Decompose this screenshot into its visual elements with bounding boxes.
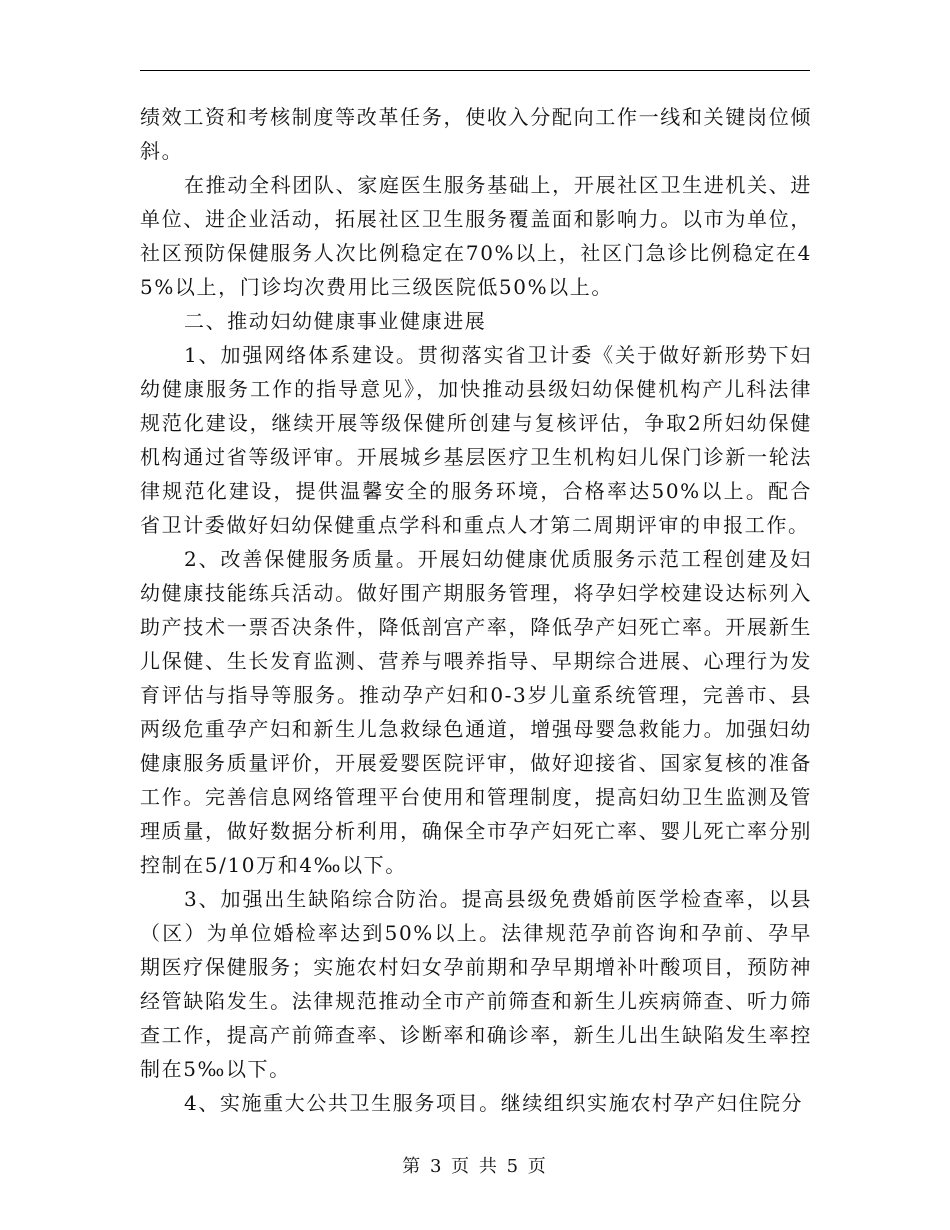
document-body: [140, 100, 812, 1120]
page-footer: 第 3 页 共 5 页: [402, 1156, 548, 1177]
paragraph-community-health: 在推动全科团队、家庭医生服务基础上，开展社区卫生进机关、进单位、进企业活动，拓展社区卫生服务覆盖面和影响力。以市为单位，社区预防保健服务人次比例稳定在70%以上，社区门急诊比例稳定在45%以上，门诊均次费用比三级医院低50%以上。: [140, 173, 812, 299]
section-heading: 二、推动妇幼健康事业健康进展: [184, 309, 487, 333]
paragraph-network-system: 1、加强网络体系建设。贯彻落实省卫计委《关于做好新形势下妇幼健康服务工作的指导意见》，加快推动县级妇幼保健机构产儿科法律规范化建设，继续开展等级保健所创建与复核评估，争取2所妇幼保健机构通过省等级评审。开展城乡基层医疗卫生机构妇儿保门诊新一轮法律规范化建设，提供温馨安全的服务环境，合格率达50%以上。配合省卫计委做好妇幼保健重点学科和重点人才第二周期评审的申报工作。: [140, 343, 812, 537]
paragraph-continuation: 绩效工资和考核制度等改革任务，使收入分配向工作一线和关键岗位倾斜。: [140, 105, 812, 163]
paragraph-service-quality: 2、改善保健服务质量。开展妇幼健康优质服务示范工程创建及妇幼健康技能练兵活动。做好围产期服务管理，将孕妇学校建设达标列入助产技术一票否决条件，降低剖宫产率，降低孕产妇死亡率。开展新生儿保健、生长发育监测、营养与喂养指导、早期综合进展、心理行为发育评估与指导等服务。推动孕产妇和0-3岁儿童系统管理，完善市、县两级危重孕产妇和新生儿急救绿色通道，增强母婴急救能力。加强妇幼健康服务质量评价，开展爱婴医院评审，做好迎接省、国家复核的准备工作。完善信息网络管理平台使用和管理制度，提高妇幼卫生监测及管理质量，做好数据分析利用，确保全市孕产妇死亡率、婴儿死亡率分别控制在5/10万和4‰以下。: [140, 547, 812, 877]
header-rule: [140, 70, 810, 71]
paragraph-birth-defects: 3、加强出生缺陷综合防治。提高县级免费婚前医学检查率，以县（区）为单位婚检率达到50%以上。法律规范孕前咨询和孕前、孕早期医疗保健服务；实施农村妇女孕前期和孕早期增补叶酸项目，预防神经管缺陷发生。法律规范推动全市产前筛查和新生儿疾病筛查、听力筛查工作，提高产前筛查率、诊断率和确诊率，新生儿出生缺陷发生率控制在5‰以下。: [140, 887, 812, 1081]
paragraph-public-health: 4、实施重大公共卫生服务项目。继续组织实施农村孕产妇住院分: [184, 1091, 804, 1115]
